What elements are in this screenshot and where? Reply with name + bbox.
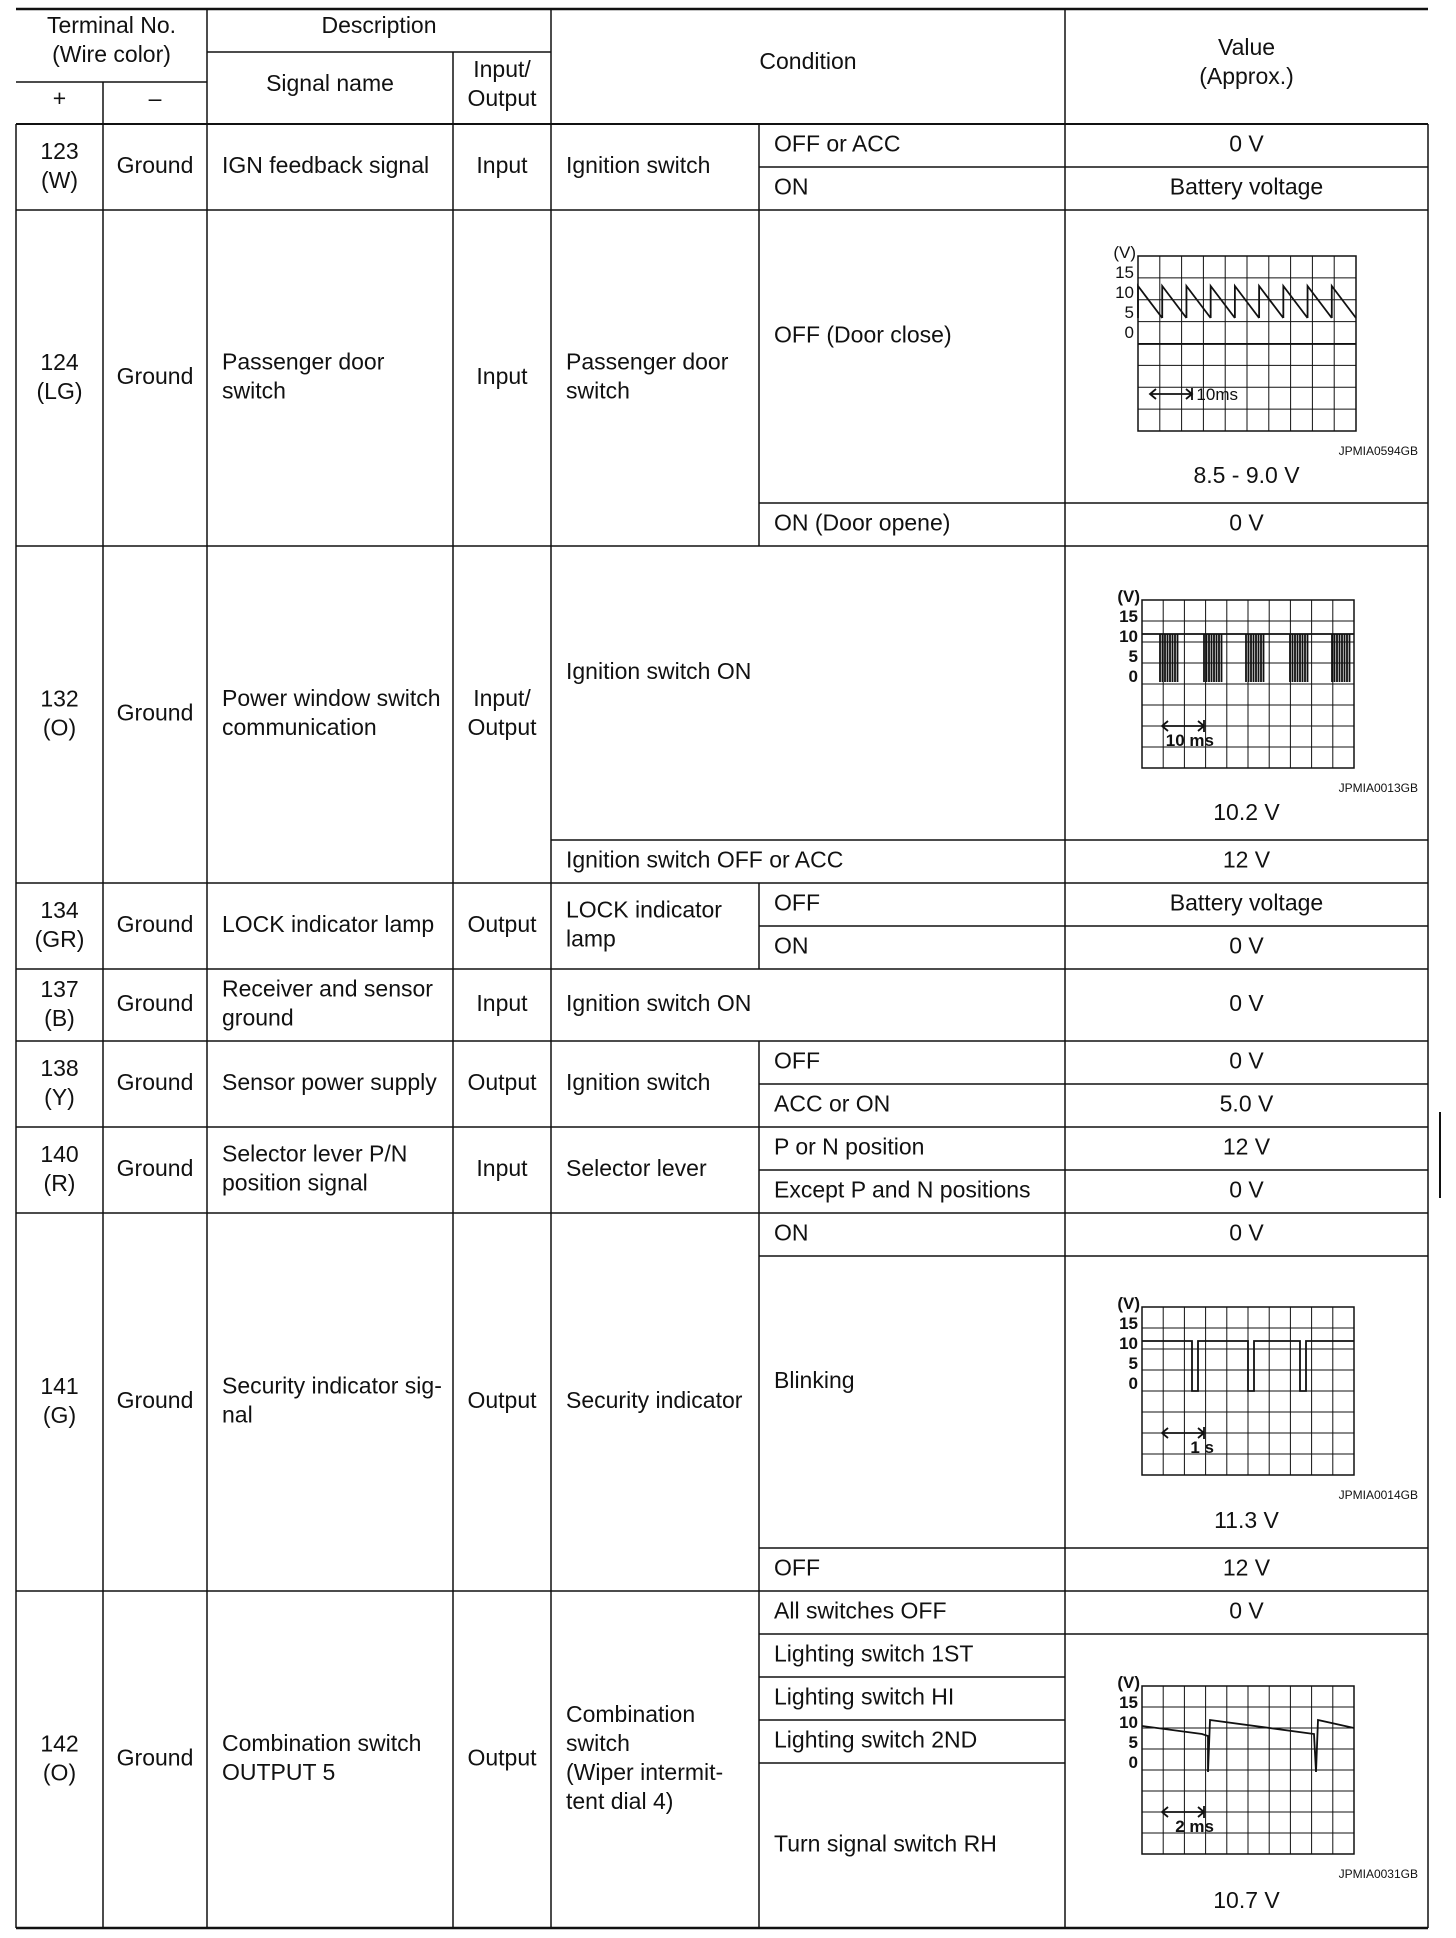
condition-item: OFF	[774, 1554, 820, 1581]
condition-item: OFF or ACC	[774, 130, 901, 157]
scope-axis-tick: 5	[1128, 1354, 1138, 1373]
condition-item: ON (Door opene)	[774, 509, 951, 536]
time-scale-label: 1 s	[1190, 1438, 1214, 1457]
value-item: 12 V	[1222, 1554, 1271, 1581]
table-header	[47, 12, 1294, 111]
scope-unit-label: (V)	[1117, 587, 1140, 606]
terminal-number: 142	[40, 1730, 79, 1757]
condition-item: All switches OFF	[774, 1597, 947, 1624]
table-row	[40, 1598, 1418, 1914]
wire-color: (G)	[42, 1402, 77, 1429]
scope-axis-tick: 15	[1115, 263, 1134, 282]
condition-item: Ignition switch OFF or ACC	[566, 846, 844, 873]
value-item: 11.3 V	[1214, 1507, 1279, 1534]
header-value: (Approx.)	[1199, 63, 1294, 90]
oscilloscope-waveform	[1113, 243, 1418, 458]
input-output: Input/	[473, 685, 531, 712]
ground-terminal: Ground	[116, 152, 194, 179]
signal-name: LOCK indicator lamp	[222, 911, 435, 938]
input-output: Output	[467, 1744, 537, 1771]
signal-name: Selector lever P/N	[222, 1140, 408, 1167]
signal-name: Combination switch	[222, 1730, 422, 1757]
scope-unit-label: (V)	[1113, 243, 1136, 262]
scope-axis-tick: 0	[1128, 667, 1138, 686]
condition-group: Selector lever	[566, 1155, 707, 1182]
value-item: 8.5 - 9.0 V	[1193, 462, 1300, 489]
scope-axis-tick: 0	[1128, 1753, 1138, 1772]
condition-item: Ignition switch ON	[566, 658, 752, 685]
scope-axis-tick: 15	[1119, 607, 1138, 626]
oscilloscope-waveform	[1117, 1673, 1418, 1881]
condition-item: ON	[774, 932, 809, 959]
header-description: Description	[321, 12, 437, 39]
condition-item: Except P and N positions	[774, 1176, 1031, 1203]
signal-name: Passenger door	[222, 348, 385, 375]
terminal-number: 124	[40, 349, 79, 376]
header-terminal-no: Terminal No.	[46, 12, 177, 39]
time-scale-arrow	[1150, 388, 1192, 400]
header-condition: Condition	[759, 48, 857, 75]
terminal-number: 140	[40, 1141, 79, 1168]
value-item: 0 V	[1229, 1047, 1264, 1074]
condition-group: switch	[566, 377, 630, 404]
condition-group: lamp	[566, 925, 616, 952]
time-scale-label: 10 ms	[1165, 731, 1214, 750]
value-item: 12 V	[1222, 1133, 1271, 1160]
condition-item: Lighting switch 2ND	[774, 1726, 978, 1753]
condition-item: Lighting switch 1ST	[774, 1640, 974, 1667]
table-grid	[16, 9, 1428, 1928]
condition-group: Passenger door	[566, 348, 729, 375]
value-item: 10.7 V	[1213, 1887, 1280, 1914]
wire-color: (W)	[40, 167, 79, 194]
scope-axis-tick: 15	[1119, 1693, 1138, 1712]
terminal-number: 134	[40, 897, 79, 924]
value-item: Battery voltage	[1169, 173, 1324, 200]
wire-color: (O)	[42, 714, 77, 741]
header-input-output: Input/	[473, 56, 531, 83]
header-wire-color: (Wire color)	[52, 41, 171, 68]
input-output: Input	[476, 363, 528, 390]
value-item: 0 V	[1229, 1597, 1264, 1624]
figure-code: JPMIA0013GB	[1338, 781, 1418, 795]
figure-code: JPMIA0031GB	[1338, 1867, 1418, 1881]
terminal-number: 123	[40, 138, 79, 165]
table-row	[40, 131, 1323, 200]
ground-terminal: Ground	[116, 1155, 194, 1182]
condition-group: Ignition switch	[566, 1069, 711, 1096]
wire-color: (O)	[42, 1759, 77, 1786]
value-item: 0 V	[1229, 990, 1264, 1017]
ground-terminal: Ground	[116, 990, 194, 1017]
table-cells	[35, 12, 1418, 1913]
table-row	[40, 1220, 1418, 1581]
signal-name: IGN feedback signal	[222, 152, 430, 179]
scope-axis-tick: 10	[1119, 1334, 1138, 1353]
scope-axis-tick: 0	[1128, 1374, 1138, 1393]
signal-name: OUTPUT 5	[222, 1759, 336, 1786]
scope-axis-tick: 5	[1124, 303, 1134, 322]
value-item: 10.2 V	[1213, 799, 1280, 826]
ground-terminal: Ground	[116, 699, 194, 726]
input-output: Output	[467, 1069, 537, 1096]
condition-item: Lighting switch HI	[774, 1683, 955, 1710]
ground-terminal: Ground	[116, 911, 194, 938]
wire-color: (B)	[44, 1005, 75, 1032]
table-row	[35, 890, 1324, 959]
condition-group: (Wiper intermit-	[566, 1759, 724, 1786]
terminal-number: 141	[40, 1373, 79, 1400]
terminal-number: 137	[40, 976, 79, 1003]
value-item: 0 V	[1229, 130, 1264, 157]
signal-name: switch	[222, 377, 286, 404]
signal-trace	[1142, 634, 1354, 682]
wire-color: (LG)	[36, 378, 83, 405]
condition-group: tent dial 4)	[566, 1788, 674, 1815]
input-output: Input	[476, 990, 528, 1017]
condition-item: ON	[774, 1219, 809, 1246]
ground-terminal: Ground	[116, 1744, 194, 1771]
signal-name: ground	[222, 1004, 294, 1031]
scope-axis-tick: 15	[1119, 1314, 1138, 1333]
condition-item: Ignition switch ON	[566, 990, 752, 1017]
table-row	[40, 587, 1418, 873]
time-scale-label: 2 ms	[1175, 1817, 1214, 1836]
condition-item: Turn signal switch RH	[774, 1830, 997, 1857]
header-minus: –	[148, 85, 162, 112]
signal-name: position signal	[222, 1169, 368, 1196]
time-scale-label: 10ms	[1196, 385, 1238, 404]
table-row	[40, 976, 1264, 1032]
signal-name: Receiver and sensor	[222, 975, 433, 1002]
condition-item: OFF	[774, 1047, 820, 1074]
condition-item: P or N position	[774, 1133, 925, 1160]
table-row	[40, 1048, 1274, 1117]
condition-item: OFF (Door close)	[774, 321, 952, 348]
condition-group: Combination	[566, 1701, 696, 1728]
condition-group: Ignition switch	[566, 152, 711, 179]
scope-unit-label: (V)	[1117, 1294, 1140, 1313]
value-item: Battery voltage	[1169, 889, 1324, 916]
header-input-output: Output	[467, 85, 537, 112]
input-output: Input	[476, 152, 528, 179]
ground-terminal: Ground	[116, 1069, 194, 1096]
value-item: 12 V	[1222, 846, 1271, 873]
signal-name: communication	[222, 714, 377, 741]
input-output: Output	[467, 714, 537, 741]
value-item: 0 V	[1229, 1219, 1264, 1246]
table-row	[37, 243, 1419, 536]
signal-name: Security indicator sig-	[222, 1372, 442, 1399]
input-output: Output	[467, 1387, 537, 1414]
wire-color: (Y)	[44, 1084, 75, 1111]
scope-unit-label: (V)	[1117, 1673, 1140, 1692]
table-row	[40, 1134, 1270, 1203]
scope-axis-tick: 5	[1128, 1733, 1138, 1752]
signal-name: Sensor power supply	[222, 1069, 437, 1096]
condition-group: switch	[566, 1730, 630, 1757]
figure-code: JPMIA0014GB	[1338, 1488, 1418, 1502]
scope-axis-tick: 5	[1128, 647, 1138, 666]
condition-group: Security indicator	[566, 1387, 743, 1414]
value-item: 0 V	[1229, 509, 1264, 536]
terminal-number: 138	[40, 1055, 79, 1082]
scope-axis-tick: 10	[1119, 1713, 1138, 1732]
condition-item: ACC or ON	[774, 1090, 891, 1117]
condition-item: ON	[774, 173, 809, 200]
header-plus: +	[52, 85, 67, 112]
value-item: 0 V	[1229, 1176, 1264, 1203]
value-item: 5.0 V	[1219, 1090, 1274, 1117]
ground-terminal: Ground	[116, 363, 194, 390]
condition-item: OFF	[774, 889, 820, 916]
terminal-number: 132	[40, 685, 79, 712]
oscilloscope-waveform	[1117, 587, 1418, 795]
scope-axis-tick: 10	[1119, 627, 1138, 646]
header-value: Value	[1217, 34, 1276, 61]
condition-group: LOCK indicator	[566, 896, 722, 923]
ground-terminal: Ground	[116, 1387, 194, 1414]
figure-code: JPMIA0594GB	[1338, 444, 1418, 458]
header-signal-name: Signal name	[266, 70, 394, 97]
value-item: 0 V	[1229, 932, 1264, 959]
scope-axis-tick: 10	[1115, 283, 1134, 302]
oscilloscope-waveform	[1117, 1294, 1418, 1502]
scope-axis-tick: 0	[1124, 323, 1134, 342]
input-output: Output	[467, 911, 537, 938]
wire-color: (R)	[43, 1170, 76, 1197]
input-output: Input	[476, 1155, 528, 1182]
condition-item: Blinking	[774, 1367, 855, 1394]
signal-name: Power window switch	[222, 685, 441, 712]
wire-color: (GR)	[34, 926, 85, 953]
signal-name: nal	[222, 1401, 253, 1428]
